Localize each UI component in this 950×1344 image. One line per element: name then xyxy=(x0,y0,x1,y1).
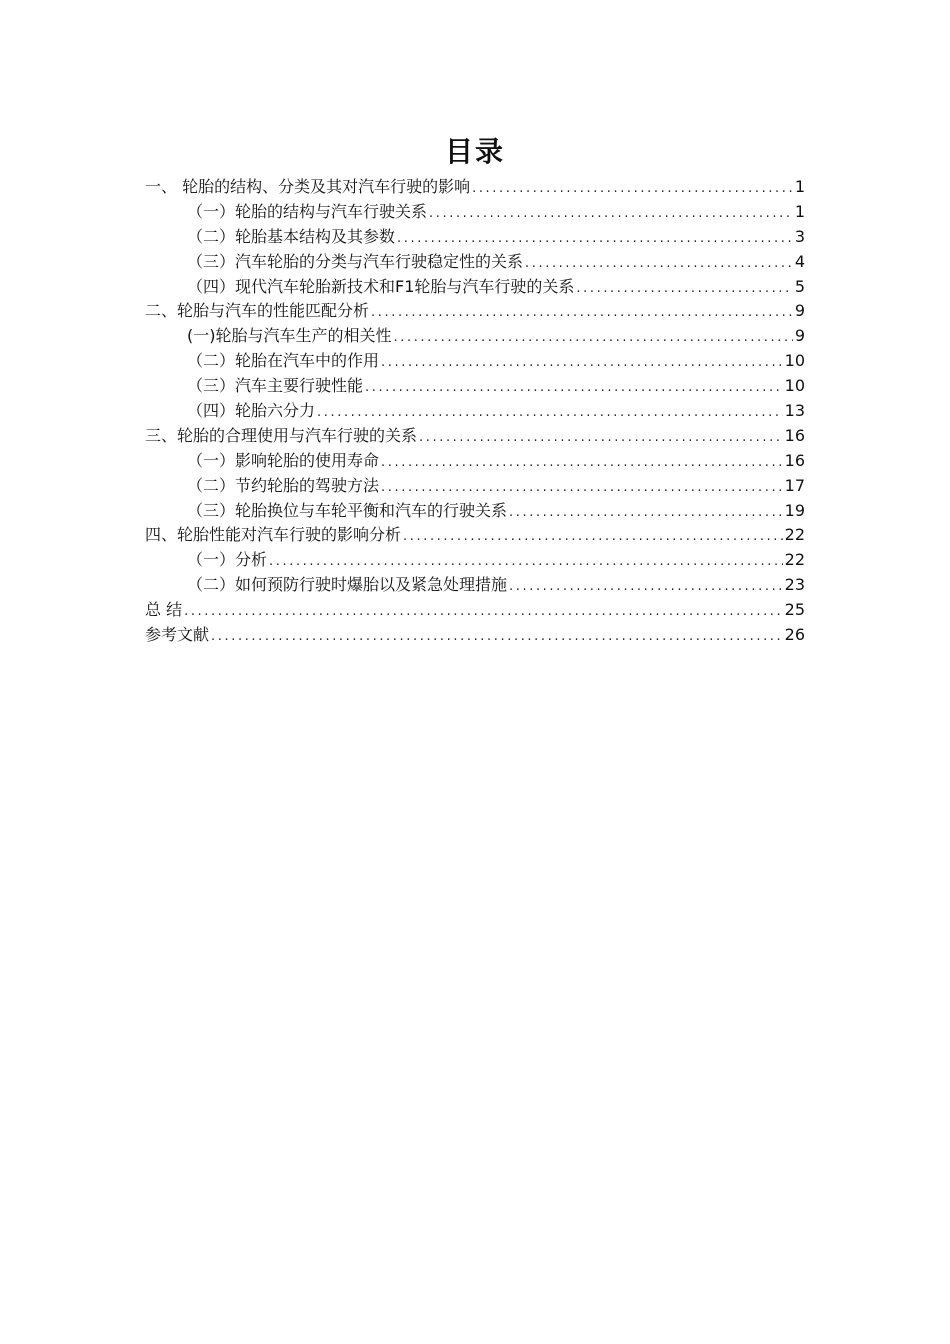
toc-page-number: 23 xyxy=(784,575,805,595)
toc-page-number: 4 xyxy=(794,251,805,271)
toc-entry-title: 参考文献 xyxy=(145,625,210,645)
toc-page-number: 16 xyxy=(784,450,805,470)
toc-leader-dots xyxy=(394,326,793,351)
toc-entry-title: 二、轮胎与汽车的性能匹配分析 xyxy=(145,301,370,321)
toc-entry-title: （一）轮胎的结构与汽车行驶关系 xyxy=(187,201,428,221)
toc-entry[interactable] xyxy=(145,573,805,598)
toc-entry[interactable] xyxy=(145,424,805,449)
toc-leader-dots xyxy=(509,501,783,526)
toc-entry-title: （三）轮胎换位与车轮平衡和汽车的行驶关系 xyxy=(187,500,508,520)
toc-entry-title: （二）轮胎在汽车中的作用 xyxy=(187,351,380,371)
toc-entry[interactable] xyxy=(145,299,805,324)
toc-entry[interactable] xyxy=(145,349,805,374)
toc-entry[interactable] xyxy=(145,499,805,524)
toc-entry[interactable] xyxy=(145,474,805,499)
toc-leader-dots xyxy=(509,575,783,600)
toc-entry-title: （一）影响轮胎的使用寿命 xyxy=(187,450,380,470)
toc-entry[interactable] xyxy=(145,175,805,200)
toc-entry[interactable] xyxy=(145,623,805,648)
toc-leader-dots xyxy=(381,451,783,476)
toc-entry-title: （二）节约轮胎的驾驶方法 xyxy=(187,475,380,495)
toc-leader-dots xyxy=(371,301,793,326)
toc-entry-title: （三）汽车轮胎的分类与汽车行驶稳定性的关系 xyxy=(187,251,524,271)
toc-entry[interactable] xyxy=(145,250,805,275)
toc-leader-dots xyxy=(365,376,783,401)
toc-entry[interactable] xyxy=(145,200,805,225)
toc-page-number: 5 xyxy=(794,276,805,296)
toc-entry[interactable] xyxy=(145,548,805,573)
toc-page-number: 9 xyxy=(794,301,805,321)
toc-leader-dots xyxy=(381,351,783,376)
toc-page-number: 1 xyxy=(794,201,805,221)
toc-leader-dots xyxy=(576,277,792,302)
toc-page-number: 10 xyxy=(784,376,805,396)
toc-entry-title: （三）汽车主要行驶性能 xyxy=(187,376,364,396)
toc-entry-title: （一）分析 xyxy=(187,550,268,570)
toc-entry-title: 一、 轮胎的结构、分类及其对汽车行驶的影响 xyxy=(145,177,471,196)
toc-entry-title: （四）现代汽车轮胎新技术和F1轮胎与汽车行驶的关系 xyxy=(187,276,575,296)
table-of-contents xyxy=(145,175,805,648)
toc-entry-title: 总 结 xyxy=(145,600,183,620)
toc-page-number: 13 xyxy=(784,401,805,421)
toc-page-number: 17 xyxy=(784,475,805,495)
toc-entry-title: 四、轮胎性能对汽车行驶的影响分析 xyxy=(145,525,402,545)
toc-leader-dots xyxy=(525,252,793,277)
toc-leader-dots xyxy=(472,177,793,202)
toc-leader-dots xyxy=(381,476,783,501)
toc-entry[interactable] xyxy=(145,225,805,250)
toc-entry-title: (一)轮胎与汽车生产的相关性 xyxy=(187,326,392,346)
toc-page-number: 22 xyxy=(784,525,805,545)
toc-page-number: 19 xyxy=(784,500,805,520)
toc-entry-title: （二）轮胎基本结构及其参数 xyxy=(187,226,396,246)
toc-page-number: 16 xyxy=(784,425,805,445)
toc-entry[interactable] xyxy=(145,523,805,548)
toc-entry[interactable] xyxy=(145,449,805,474)
toc-leader-dots xyxy=(317,401,783,426)
toc-leader-dots xyxy=(211,625,783,650)
toc-entry[interactable] xyxy=(145,598,805,623)
toc-page-number: 25 xyxy=(784,600,805,620)
toc-leader-dots xyxy=(269,550,783,575)
toc-leader-dots xyxy=(419,426,783,451)
toc-entry[interactable] xyxy=(145,275,805,300)
toc-leader-dots xyxy=(397,227,793,252)
toc-entry-title: （二）如何预防行驶时爆胎以及紧急处理措施 xyxy=(187,575,508,595)
toc-leader-dots xyxy=(429,202,793,227)
toc-entry[interactable] xyxy=(145,374,805,399)
toc-leader-dots xyxy=(184,600,783,625)
toc-entry[interactable] xyxy=(145,399,805,424)
toc-page-number: 22 xyxy=(784,550,805,570)
toc-page-number: 26 xyxy=(784,625,805,645)
toc-entry-title: 三、轮胎的合理使用与汽车行驶的关系 xyxy=(145,425,418,445)
toc-page-number: 10 xyxy=(784,351,805,371)
page-title: 目录 xyxy=(444,135,505,168)
toc-page-number: 1 xyxy=(794,177,805,196)
toc-leader-dots xyxy=(403,525,783,550)
toc-entry[interactable] xyxy=(145,324,805,349)
toc-entry-title: （四）轮胎六分力 xyxy=(187,401,316,421)
toc-page-number: 9 xyxy=(794,326,805,346)
toc-page-number: 3 xyxy=(794,226,805,246)
